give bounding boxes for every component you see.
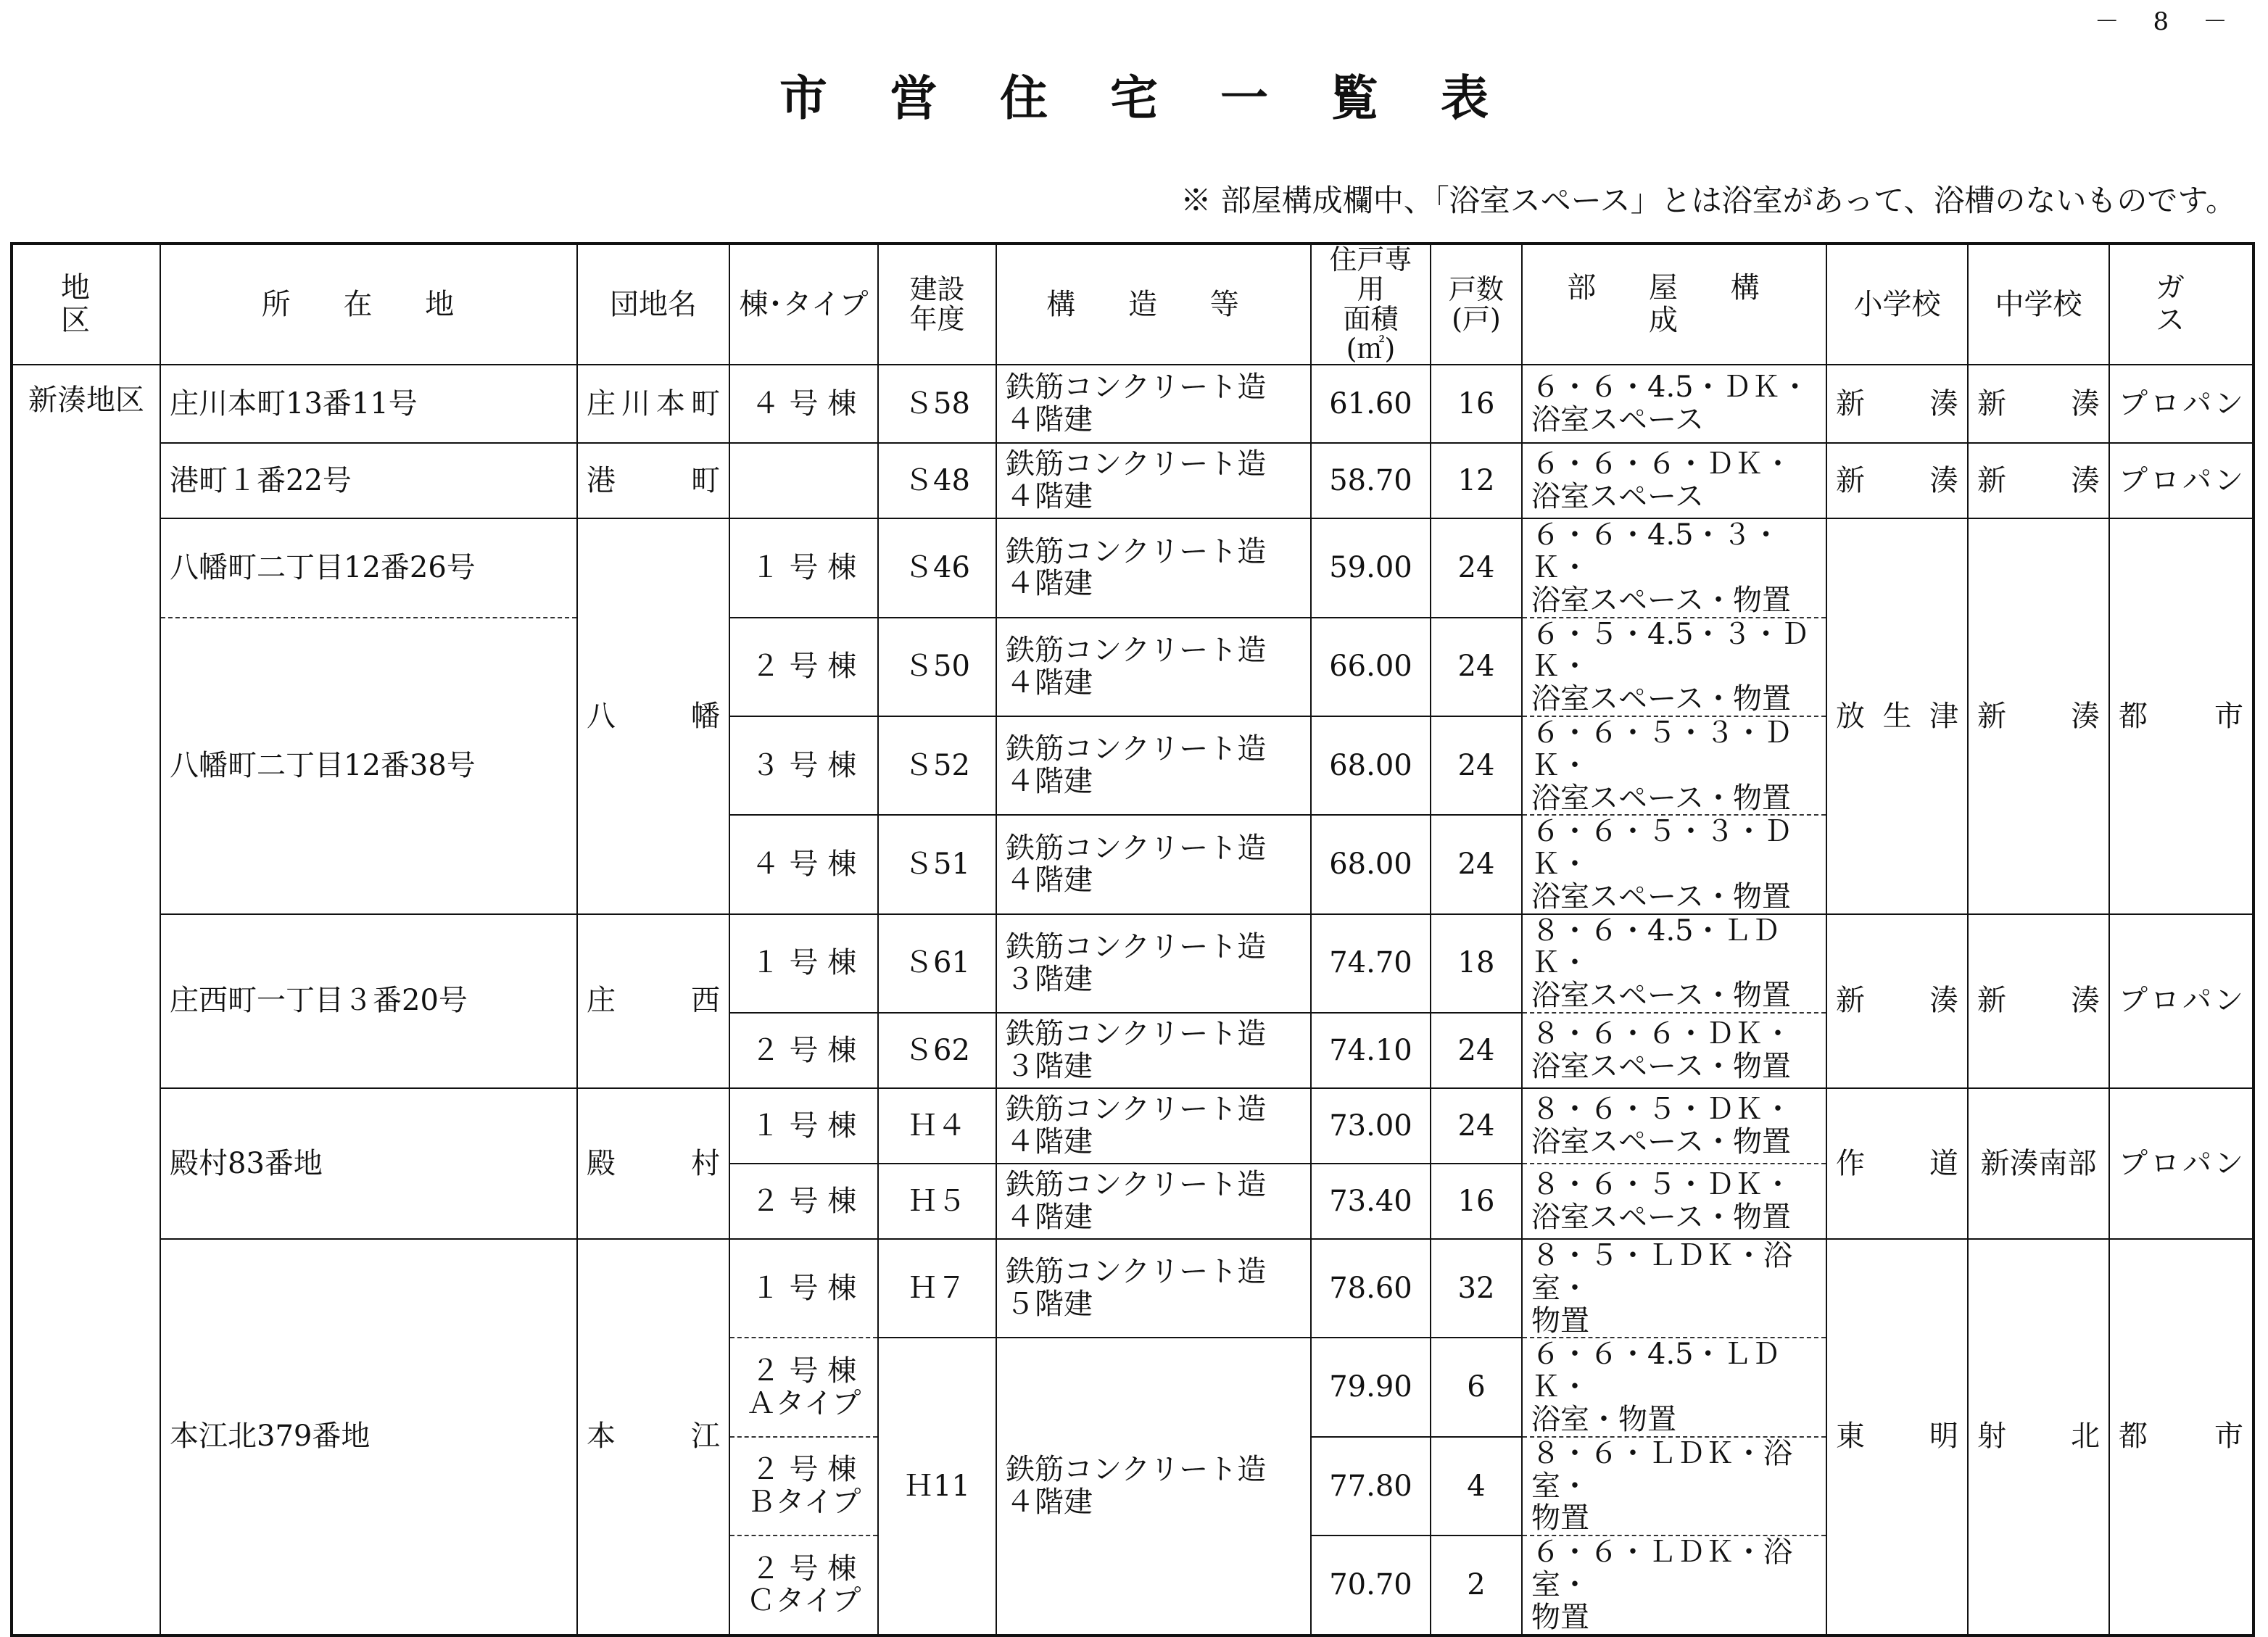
header-structure: 構 造 等 [996, 244, 1311, 365]
rooms-line2: 浴室スペース・物置 [1531, 1050, 1791, 1084]
year-cell: Ｓ52 [878, 716, 996, 815]
rooms-line2: 物置 [1531, 1501, 1589, 1536]
area-cell: 77.80 [1311, 1437, 1431, 1536]
building-cell: ４ 号 棟 [729, 815, 878, 913]
structure-line1: 鉄筋コンクリート造 [1006, 831, 1267, 865]
structure-line2: ４階建 [1006, 666, 1093, 700]
year-cell: Ｈ４ [878, 1088, 996, 1164]
rooms-line1: ６・６・4.5・３・Ｋ・ [1531, 518, 1781, 584]
structure-cell [996, 1088, 1311, 1164]
structure-line2: ４階建 [1006, 1201, 1093, 1235]
table-row [12, 1088, 2253, 1164]
rooms-line2: 浴室スペース・物置 [1531, 682, 1791, 716]
building-line2: Ａタイプ [746, 1386, 861, 1420]
location-cell: 本江北379番地 [160, 1239, 577, 1636]
structure-cell [996, 1164, 1311, 1239]
building-cell: ２ 号 棟 [729, 618, 878, 716]
rooms-cell [1522, 1088, 1826, 1164]
structure-line2: ３階建 [1006, 1050, 1093, 1084]
units-cell: 2 [1431, 1536, 1522, 1635]
rooms-cell [1522, 815, 1826, 913]
structure-line1: 鉄筋コンクリート造 [1006, 633, 1267, 667]
complex-cell: 港町 [577, 443, 729, 518]
rooms-line1: ６・６・６・ＤＫ・ [1531, 447, 1792, 481]
structure-cell [996, 1239, 1311, 1338]
location-cell: 殿村83番地 [160, 1088, 577, 1239]
units-cell: 6 [1431, 1338, 1522, 1436]
elementary-cell: 放 生 津 [1826, 518, 1968, 914]
district-cell: 新湊地区 [12, 365, 160, 1636]
building-cell: １ 号 棟 [729, 518, 878, 617]
elementary-cell: 作 道 [1826, 1088, 1968, 1239]
rooms-line2: 浴室スペース [1531, 480, 1704, 514]
location-cell: 八幡町二丁目12番38号 [160, 618, 577, 914]
header-year [878, 244, 996, 365]
building-cell: １ 号 棟 [729, 1239, 878, 1338]
gas-cell: プロパン [2109, 914, 2253, 1088]
structure-cell [996, 1338, 1311, 1635]
building-cell [729, 1437, 878, 1536]
rooms-line2: 浴室・物置 [1531, 1403, 1676, 1437]
elementary-cell: 東 明 [1826, 1239, 1968, 1636]
structure-line2: ３階建 [1006, 962, 1093, 996]
complex-cell: 本江 [577, 1239, 729, 1636]
complex-cell: 庄西 [577, 914, 729, 1088]
rooms-line1: ６・６・4.5・ＬＤＫ・ [1531, 1338, 1781, 1404]
rooms-line1: ８・６・５・ＤＫ・ [1531, 1168, 1792, 1202]
structure-line2: ４階建 [1006, 567, 1093, 601]
gas-cell: プロパン [2109, 365, 2253, 443]
structure-cell [996, 443, 1311, 518]
gas-cell: 都 市 [2109, 518, 2253, 914]
structure-line1: 鉄筋コンクリート造 [1006, 930, 1267, 964]
building-line1: ２ 号 棟 [750, 1354, 857, 1388]
rooms-cell [1522, 1437, 1826, 1536]
header-units-line1: 戸数 [1448, 273, 1504, 306]
header-area-line1: 住戸専用 [1329, 244, 1412, 306]
rooms-cell [1522, 1164, 1826, 1239]
structure-line1: 鉄筋コンクリート造 [1006, 1168, 1267, 1202]
header-year-line2: 年度 [909, 303, 965, 336]
units-cell: 4 [1431, 1437, 1522, 1536]
area-cell: 73.00 [1311, 1088, 1431, 1164]
area-cell: 59.00 [1311, 518, 1431, 617]
building-cell: ４ 号 棟 [729, 365, 878, 443]
structure-line2: ４階建 [1006, 1125, 1093, 1159]
rooms-line2: 浴室スペース・物置 [1531, 1125, 1791, 1159]
rooms-cell [1522, 1013, 1826, 1088]
header-year-line1: 建設 [909, 273, 965, 306]
elementary-cell: 新 湊 [1826, 443, 1968, 518]
rooms-cell [1522, 443, 1826, 518]
structure-line1: 鉄筋コンクリート造 [1006, 1453, 1267, 1487]
housing-table [10, 242, 2255, 1637]
structure-line1: 鉄筋コンクリート造 [1006, 1093, 1267, 1127]
year-cell: Ｈ11 [878, 1338, 996, 1635]
year-cell: Ｓ51 [878, 815, 996, 913]
structure-cell [996, 618, 1311, 716]
structure-cell [996, 716, 1311, 815]
year-cell: Ｓ61 [878, 914, 996, 1013]
units-cell: 32 [1431, 1239, 1522, 1338]
rooms-line2: 浴室スペース・物置 [1531, 781, 1791, 815]
rooms-cell [1522, 618, 1826, 716]
structure-line2: ４階建 [1006, 1485, 1093, 1520]
header-building: 棟･タイプ [729, 244, 878, 365]
area-cell: 58.70 [1311, 443, 1431, 518]
rooms-line2: 浴室スペース [1531, 403, 1704, 437]
rooms-line1: ６・６・５・３・ＤＫ・ [1531, 716, 1792, 782]
rooms-line1: ８・６・６・ＤＫ・ [1531, 1017, 1792, 1051]
gas-cell: プロパン [2109, 443, 2253, 518]
units-cell: 24 [1431, 1088, 1522, 1164]
elementary-cell: 新 湊 [1826, 365, 1968, 443]
rooms-cell [1522, 518, 1826, 617]
header-junior: 中学校 [1968, 244, 2109, 365]
building-line2: Ｂタイプ [746, 1485, 861, 1520]
rooms-line2: 浴室スペース・物置 [1531, 583, 1791, 617]
year-cell: Ｓ46 [878, 518, 996, 617]
rooms-cell [1522, 914, 1826, 1013]
header-area-line2: 面積(㎡) [1343, 303, 1399, 365]
structure-line2: ４階建 [1006, 765, 1093, 799]
rooms-cell [1522, 365, 1826, 443]
structure-cell [996, 1013, 1311, 1088]
rooms-line1: ６・６・4.5・ＤＫ・ [1531, 370, 1810, 405]
structure-line2: ４階建 [1006, 863, 1093, 898]
year-cell: Ｈ７ [878, 1239, 996, 1338]
building-cell [729, 443, 878, 518]
area-cell: 79.90 [1311, 1338, 1431, 1436]
units-cell: 12 [1431, 443, 1522, 518]
structure-line2: ５階建 [1006, 1288, 1093, 1322]
building-line2: Ｃタイプ [746, 1584, 861, 1618]
units-cell: 24 [1431, 518, 1522, 617]
area-cell: 61.60 [1311, 365, 1431, 443]
rooms-cell [1522, 1239, 1826, 1338]
table-row [12, 1239, 2253, 1338]
area-cell: 68.00 [1311, 815, 1431, 913]
gas-cell: 都 市 [2109, 1239, 2253, 1636]
rooms-line1: ８・５・ＬＤＫ・浴室・ [1531, 1239, 1792, 1305]
gas-cell: プロパン [2109, 1088, 2253, 1239]
header-units-line2: (戸) [1452, 303, 1501, 336]
rooms-line1: ６・６・５・３・ＤＫ・ [1531, 815, 1792, 882]
units-cell: 24 [1431, 1013, 1522, 1088]
units-cell: 24 [1431, 716, 1522, 815]
area-cell: 78.60 [1311, 1239, 1431, 1338]
elementary-cell: 新 湊 [1826, 914, 1968, 1088]
header-elementary: 小学校 [1826, 244, 1968, 365]
structure-cell [996, 365, 1311, 443]
building-cell: １ 号 棟 [729, 914, 878, 1013]
header-row [12, 244, 2253, 365]
rooms-line1: ６・６・ＬＤＫ・浴室・ [1531, 1536, 1792, 1602]
complex-cell: 殿村 [577, 1088, 729, 1239]
page-title: 市営住宅一覧表 [779, 70, 1551, 126]
rooms-line1: ６・５・4.5・３・ＤＫ・ [1531, 617, 1810, 684]
rooms-line1: ８・６・５・ＤＫ・ [1531, 1093, 1792, 1127]
header-gas: ガ ス [2109, 244, 2253, 365]
page-number: － 8 － [2094, 7, 2240, 36]
units-cell: 24 [1431, 815, 1522, 913]
structure-cell [996, 914, 1311, 1013]
units-cell: 18 [1431, 914, 1522, 1013]
header-district: 地 区 [12, 244, 160, 365]
junior-cell: 新 湊 [1968, 365, 2109, 443]
building-cell [729, 1536, 878, 1635]
structure-line1: 鉄筋コンクリート造 [1006, 370, 1267, 405]
structure-line2: ４階建 [1006, 480, 1093, 514]
units-cell: 16 [1431, 1164, 1522, 1239]
rooms-line1: ８・６・4.5・ＬＤＫ・ [1531, 913, 1781, 980]
junior-cell: 新湊南部 [1968, 1088, 2109, 1239]
rooms-line2: 浴室スペース・物置 [1531, 979, 1791, 1013]
header-location: 所 在 地 [160, 244, 577, 365]
building-cell [729, 1338, 878, 1436]
location-cell: 庄川本町13番11号 [160, 365, 577, 443]
structure-line2: ４階建 [1006, 403, 1093, 437]
header-units [1431, 244, 1522, 365]
area-cell: 66.00 [1311, 618, 1431, 716]
building-cell: ３ 号 棟 [729, 716, 878, 815]
structure-cell [996, 518, 1311, 617]
building-cell: ２ 号 棟 [729, 1164, 878, 1239]
structure-cell [996, 815, 1311, 913]
building-line1: ２ 号 棟 [750, 1551, 857, 1586]
complex-cell: 庄川本町 [577, 365, 729, 443]
year-cell: Ｓ58 [878, 365, 996, 443]
units-cell: 24 [1431, 618, 1522, 716]
building-line1: ２ 号 棟 [750, 1453, 857, 1487]
area-cell: 74.70 [1311, 914, 1431, 1013]
table-row [12, 518, 2253, 617]
year-cell: Ｈ５ [878, 1164, 996, 1239]
table-row [12, 443, 2253, 518]
rooms-line2: 物置 [1531, 1600, 1589, 1634]
footnote: ※ 部屋構成欄中、「浴室スペース」とは浴室があって、浴槽のないものです。 [1180, 183, 2236, 218]
area-cell: 68.00 [1311, 716, 1431, 815]
building-cell: ２ 号 棟 [729, 1013, 878, 1088]
area-cell: 70.70 [1311, 1536, 1431, 1635]
junior-cell: 新 湊 [1968, 518, 2109, 914]
header-complex: 団地名 [577, 244, 729, 365]
structure-line1: 鉄筋コンクリート造 [1006, 1017, 1267, 1051]
area-cell: 74.10 [1311, 1013, 1431, 1088]
units-cell: 16 [1431, 365, 1522, 443]
rooms-line1: ８・６・ＬＤＫ・浴室・ [1531, 1436, 1792, 1503]
year-cell: Ｓ48 [878, 443, 996, 518]
table-row [12, 914, 2253, 1013]
rooms-line2: 浴室スペース・物置 [1531, 879, 1791, 913]
structure-line1: 鉄筋コンクリート造 [1006, 447, 1267, 481]
junior-cell: 新 湊 [1968, 914, 2109, 1088]
location-cell: 八幡町二丁目12番26号 [160, 518, 577, 617]
table-row [12, 365, 2253, 443]
structure-line1: 鉄筋コンクリート造 [1006, 534, 1267, 568]
complex-cell: 八幡 [577, 518, 729, 914]
header-area [1311, 244, 1431, 365]
rooms-line2: 物置 [1531, 1304, 1589, 1338]
header-rooms: 部 屋 構 成 [1522, 244, 1826, 365]
rooms-cell [1522, 716, 1826, 815]
rooms-line2: 浴室スペース・物置 [1531, 1201, 1791, 1235]
structure-line1: 鉄筋コンクリート造 [1006, 732, 1267, 766]
rooms-cell [1522, 1338, 1826, 1436]
year-cell: Ｓ50 [878, 618, 996, 716]
rooms-cell [1522, 1536, 1826, 1635]
structure-line1: 鉄筋コンクリート造 [1006, 1255, 1267, 1289]
year-cell: Ｓ62 [878, 1013, 996, 1088]
location-cell: 港町１番22号 [160, 443, 577, 518]
building-cell: １ 号 棟 [729, 1088, 878, 1164]
area-cell: 73.40 [1311, 1164, 1431, 1239]
junior-cell: 射 北 [1968, 1239, 2109, 1636]
location-cell: 庄西町一丁目３番20号 [160, 914, 577, 1088]
junior-cell: 新 湊 [1968, 443, 2109, 518]
